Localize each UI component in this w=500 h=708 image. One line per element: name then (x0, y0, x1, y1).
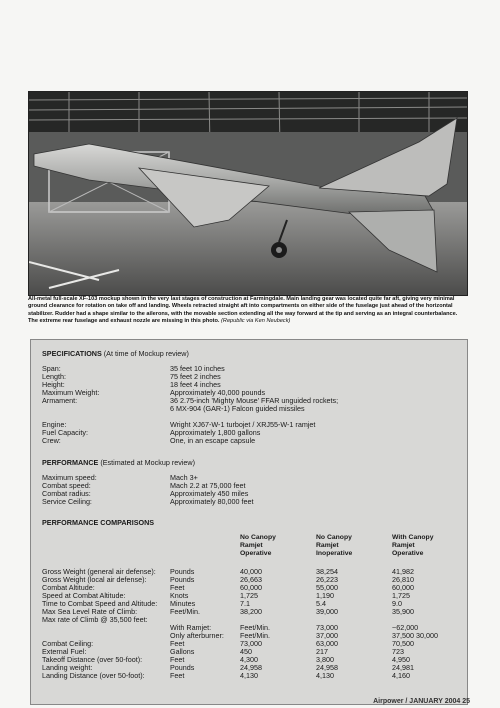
comparison-value: 1,725 (392, 591, 410, 600)
comparison-unit: Feet (170, 655, 185, 664)
specifications-box (30, 339, 468, 705)
comparison-value: 4,130 (316, 671, 334, 680)
comparison-unit: Only afterburner: (170, 631, 224, 640)
spec-value: 18 feet 4 inches (170, 380, 221, 389)
aircraft-mockup-image (29, 92, 467, 295)
comparison-value: 60,000 (392, 583, 414, 592)
comparison-value: 73,000 (316, 623, 338, 632)
comparison-label: Landing weight: (42, 663, 93, 672)
comparison-value: ~62,000 (392, 623, 419, 632)
comparison-unit: Pounds (170, 567, 195, 576)
comparison-value: 4,950 (392, 655, 410, 664)
comparison-value: 39,000 (316, 607, 338, 616)
comparison-column-header: Operative (240, 550, 272, 557)
comparison-value: 26,663 (240, 575, 262, 584)
comparison-label: Speed at Combat Altitude: (42, 591, 126, 600)
spec-label: Height: (42, 380, 65, 389)
comparison-column-header: Inoperative (316, 550, 353, 557)
comparison-value: Feet/Min. (240, 623, 270, 632)
comparison-value: 26,810 (392, 575, 414, 584)
comparison-value: 4,300 (240, 655, 258, 664)
comparison-value: 70,500 (392, 639, 414, 648)
comparison-value: 26,223 (316, 575, 338, 584)
performance-value: Approximately 450 miles (170, 489, 249, 498)
performance-value: Mach 2.2 at 75,000 feet (170, 481, 246, 490)
comparison-value: 450 (240, 647, 252, 656)
comparison-label: Max Sea Level Rate of Climb: (42, 607, 138, 616)
spec-value: Approximately 40,000 pounds (170, 388, 266, 397)
comparison-label: Gross Weight (general air defense): (42, 567, 156, 576)
comparison-unit: Feet (170, 583, 185, 592)
comparison-value: 37,500 30,000 (392, 631, 438, 640)
comparison-label: External Fuel: (42, 647, 87, 656)
comparison-value: 38,200 (240, 607, 262, 616)
comparison-label: Combat Ceiling: (42, 639, 94, 648)
comparison-value: 73,000 (240, 639, 262, 648)
page-footer: Airpower / JANUARY 2004 25 (373, 698, 470, 705)
comparison-label: Landing Distance (over 50-foot): (42, 671, 145, 680)
comparison-value: 35,900 (392, 607, 414, 616)
comparison-value: 40,000 (240, 567, 262, 576)
performance-heading: PERFORMANCE (Estimated at Mockup review) (42, 458, 195, 467)
comparison-unit: Pounds (170, 575, 195, 584)
spec-value: 35 feet 10 inches (170, 364, 225, 373)
performance-label: Combat radius: (42, 489, 91, 498)
comparison-value: 3,800 (316, 655, 334, 664)
comparison-unit: Pounds (170, 663, 195, 672)
comparison-value: 55,000 (316, 583, 338, 592)
comparison-column-header: With Canopy (392, 534, 434, 541)
comparison-value: Feet/Min. (240, 631, 270, 640)
comparison-value: 63,000 (316, 639, 338, 648)
spec-label: Fuel Capacity: (42, 428, 88, 437)
spec-label: Crew: (42, 436, 61, 445)
specifications-heading: SPECIFICATIONS (At time of Mockup review) (42, 349, 189, 358)
comparison-unit: Knots (170, 591, 189, 600)
comparisons-heading: PERFORMANCE COMPARISONS (42, 518, 155, 527)
comparison-unit: With Ramjet: (170, 623, 212, 632)
spec-label: Maximum Weight: (42, 388, 100, 397)
spec-value: 75 feet 2 inches (170, 372, 221, 381)
performance-value: Mach 3+ (170, 473, 198, 482)
caption-text: All-metal full-scale XF-103 mockup shown in the very last stages of construction at Farmingdale. Main landing gear was located quite far aft, giving very minimal ground clearance for rotation on take off and landing. Wheels retracted straight aft into compartments on either side of the fuselage just ahead of the horizontal stabilizer. Rudder had a shape similar to the ailerons, with the movable section extending all the way forward at the tip and serving as an integral counterbalance. The extreme rear fuselage and exhaust nozzle are missing in this photo. (28, 296, 458, 324)
comparison-unit: Feet (170, 639, 185, 648)
spec-value: One, in an escape capsule (170, 436, 256, 445)
performance-value: Approximately 80,000 feet (170, 497, 254, 506)
comparison-value: 5.4 (316, 599, 326, 608)
comparison-value: 24,981 (392, 663, 414, 672)
comparison-label: Max rate of Climb @ 35,500 feet: (42, 615, 148, 624)
comparison-column-header: Ramjet (240, 542, 263, 549)
comparison-value: 4,160 (392, 671, 410, 680)
comparison-label: Takeoff Distance (over 50-foot): (42, 655, 143, 664)
spec-value: 36 2.75-inch 'Mighty Mouse' FFAR unguided rockets; (170, 396, 339, 405)
performance-label: Maximum speed: (42, 473, 97, 482)
comparison-value: 24,958 (240, 663, 262, 672)
comparison-column-header: Ramjet (392, 542, 415, 549)
comparison-column-header: Operative (392, 550, 424, 557)
spec-label: Length: (42, 372, 66, 381)
performance-label: Combat speed: (42, 481, 91, 490)
caption-credit: (Republic via Ken Neubeck) (221, 317, 291, 324)
comparison-value: 7.1 (240, 599, 250, 608)
comparison-value: 38,254 (316, 567, 338, 576)
comparison-unit: Minutes (170, 599, 196, 608)
comparison-column-header: No Canopy (316, 534, 352, 541)
spec-value: Approximately 1,800 gallons (170, 428, 261, 437)
comparison-unit: Feet/Min. (170, 607, 200, 616)
comparison-value: 723 (392, 647, 404, 656)
spec-label: Armament: (42, 396, 78, 405)
comparison-value: 217 (316, 647, 328, 656)
comparison-value: 9.0 (392, 599, 402, 608)
comparison-value: 60,000 (240, 583, 262, 592)
performance-label: Service Ceiling: (42, 497, 92, 506)
photo-caption (28, 296, 468, 325)
comparison-value: 41,982 (392, 567, 414, 576)
spec-value: Wright XJ67-W-1 turbojet / XRJ55-W-1 ramjet (170, 420, 316, 429)
spec-value: 6 MX-904 (GAR-1) Falcon guided missiles (170, 404, 305, 413)
comparison-unit: Gallons (170, 647, 195, 656)
spec-label: Engine: (42, 420, 67, 429)
comparison-unit: Feet (170, 671, 185, 680)
comparison-label: Combat Altitude: (42, 583, 95, 592)
comparison-value: 4,130 (240, 671, 258, 680)
comparison-column-header: No Canopy (240, 534, 276, 541)
spec-label: Span: (42, 364, 61, 373)
comparison-value: 37,000 (316, 631, 338, 640)
comparison-label: Time to Combat Speed and Altitude: (42, 599, 158, 608)
mockup-photo (28, 91, 468, 296)
comparison-value: 24,958 (316, 663, 338, 672)
comparison-column-header: Ramjet (316, 542, 339, 549)
comparison-value: 1,190 (316, 591, 334, 600)
comparison-label: Gross Weight (local air defense): (42, 575, 147, 584)
comparison-value: 1,725 (240, 591, 258, 600)
